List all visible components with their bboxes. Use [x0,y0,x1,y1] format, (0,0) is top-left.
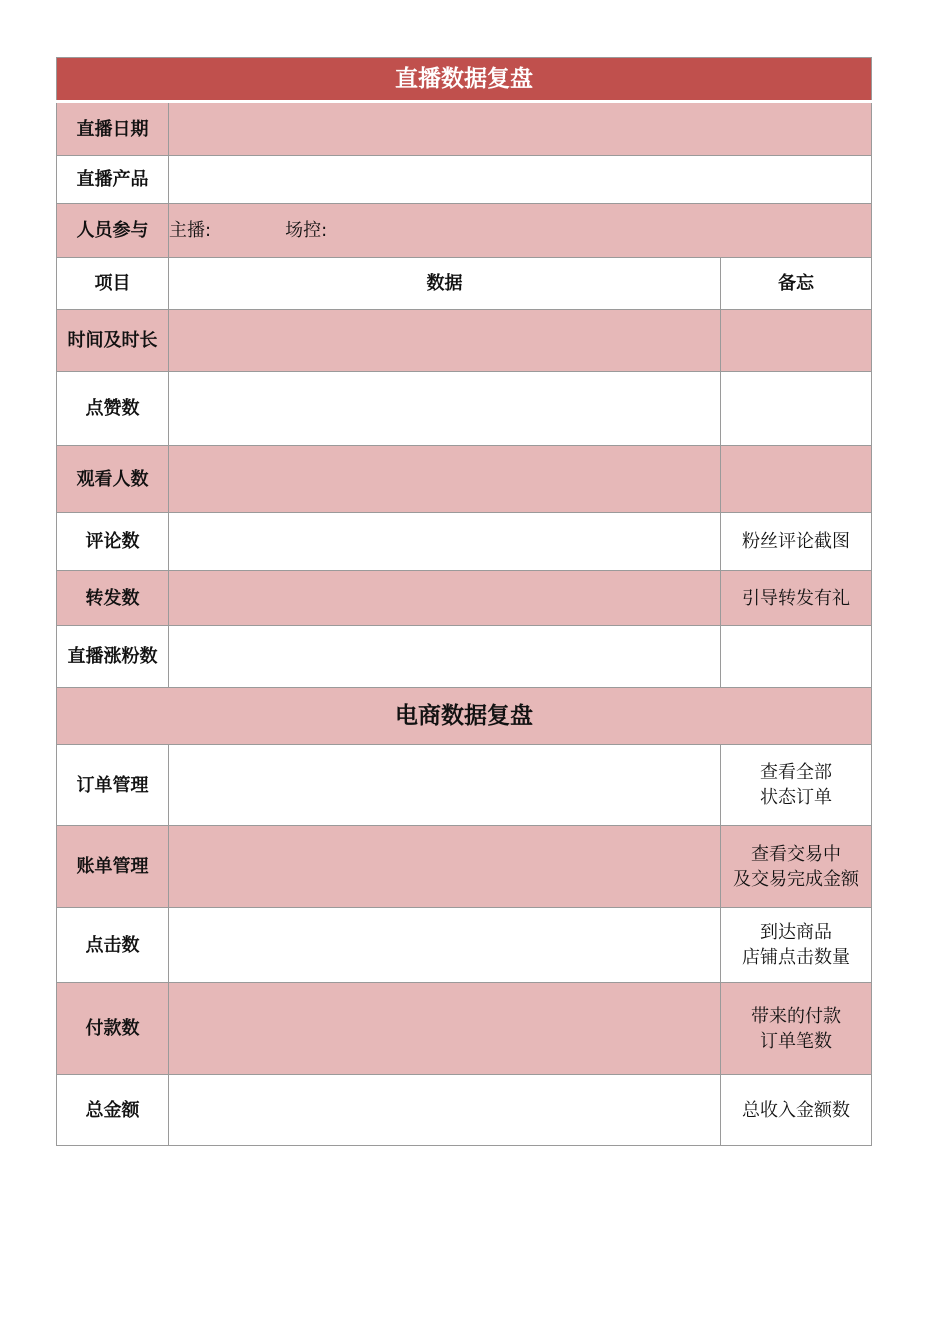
controller-label: 场控: [285,220,328,241]
note-line: 到达商品 [760,922,832,943]
row-note[interactable] [721,745,872,826]
row-note[interactable] [721,983,872,1075]
note-line: 店铺点击数量 [742,947,850,968]
row-data[interactable] [169,745,721,826]
staff-label: 人员参与 [57,204,169,258]
table-row [57,513,872,571]
row-label: 订单管理 [57,745,169,826]
row-label: 账单管理 [57,826,169,908]
row-note[interactable] [721,310,872,372]
host-label: 主播: [169,220,212,241]
row-note[interactable] [721,446,872,513]
table-row [57,908,872,983]
table-row [57,310,872,372]
row-label: 时间及时长 [57,310,169,372]
row-label: 点赞数 [57,372,169,446]
table-row [57,745,872,826]
row-note[interactable] [721,1075,872,1146]
table-row [57,983,872,1075]
row-data[interactable] [169,908,721,983]
staff-value[interactable] [169,204,872,258]
row-note[interactable] [721,626,872,688]
note-line: 订单笔数 [760,1030,832,1052]
note-line: 状态订单 [760,787,832,808]
row-data[interactable] [169,626,721,688]
row-label: 点击数 [57,908,169,983]
sheet-title: 直播数据复盘 [57,58,872,102]
note-line: 总收入金额数 [742,1099,850,1121]
note-line: 查看交易中 [751,843,841,865]
table-row [57,571,872,626]
row-note[interactable] [721,826,872,908]
row-label: 转发数 [57,571,169,626]
live-review-sheet [56,57,872,1146]
row-note[interactable]: 粉丝评论截图 [721,513,872,571]
row-label: 直播涨粉数 [57,626,169,688]
live-product-value[interactable] [169,156,872,204]
row-note[interactable] [721,372,872,446]
live-date-label: 直播日期 [57,102,169,156]
row-label: 评论数 [57,513,169,571]
note-line: 查看全部 [760,762,832,783]
note-line: 及交易完成金额 [733,868,859,890]
row-label: 付款数 [57,983,169,1075]
ecommerce-section-title: 电商数据复盘 [57,688,872,745]
live-product-label: 直播产品 [57,156,169,204]
row-data[interactable] [169,826,721,908]
table-row [57,626,872,688]
table-row [57,826,872,908]
row-data[interactable] [169,372,721,446]
table-row [57,1075,872,1146]
row-data[interactable] [169,310,721,372]
table-row [57,372,872,446]
header-data: 数据 [169,258,721,310]
row-data[interactable] [169,1075,721,1146]
header-item: 项目 [57,258,169,310]
row-label: 总金额 [57,1075,169,1146]
row-note[interactable] [721,908,872,983]
row-label: 观看人数 [57,446,169,513]
live-date-value[interactable] [169,102,872,156]
header-note: 备忘 [721,258,872,310]
note-line: 带来的付款 [751,1005,841,1027]
row-data[interactable] [169,983,721,1075]
row-data[interactable] [169,571,721,626]
row-data[interactable] [169,446,721,513]
table-row [57,446,872,513]
row-data[interactable] [169,513,721,571]
row-note[interactable]: 引导转发有礼 [721,571,872,626]
